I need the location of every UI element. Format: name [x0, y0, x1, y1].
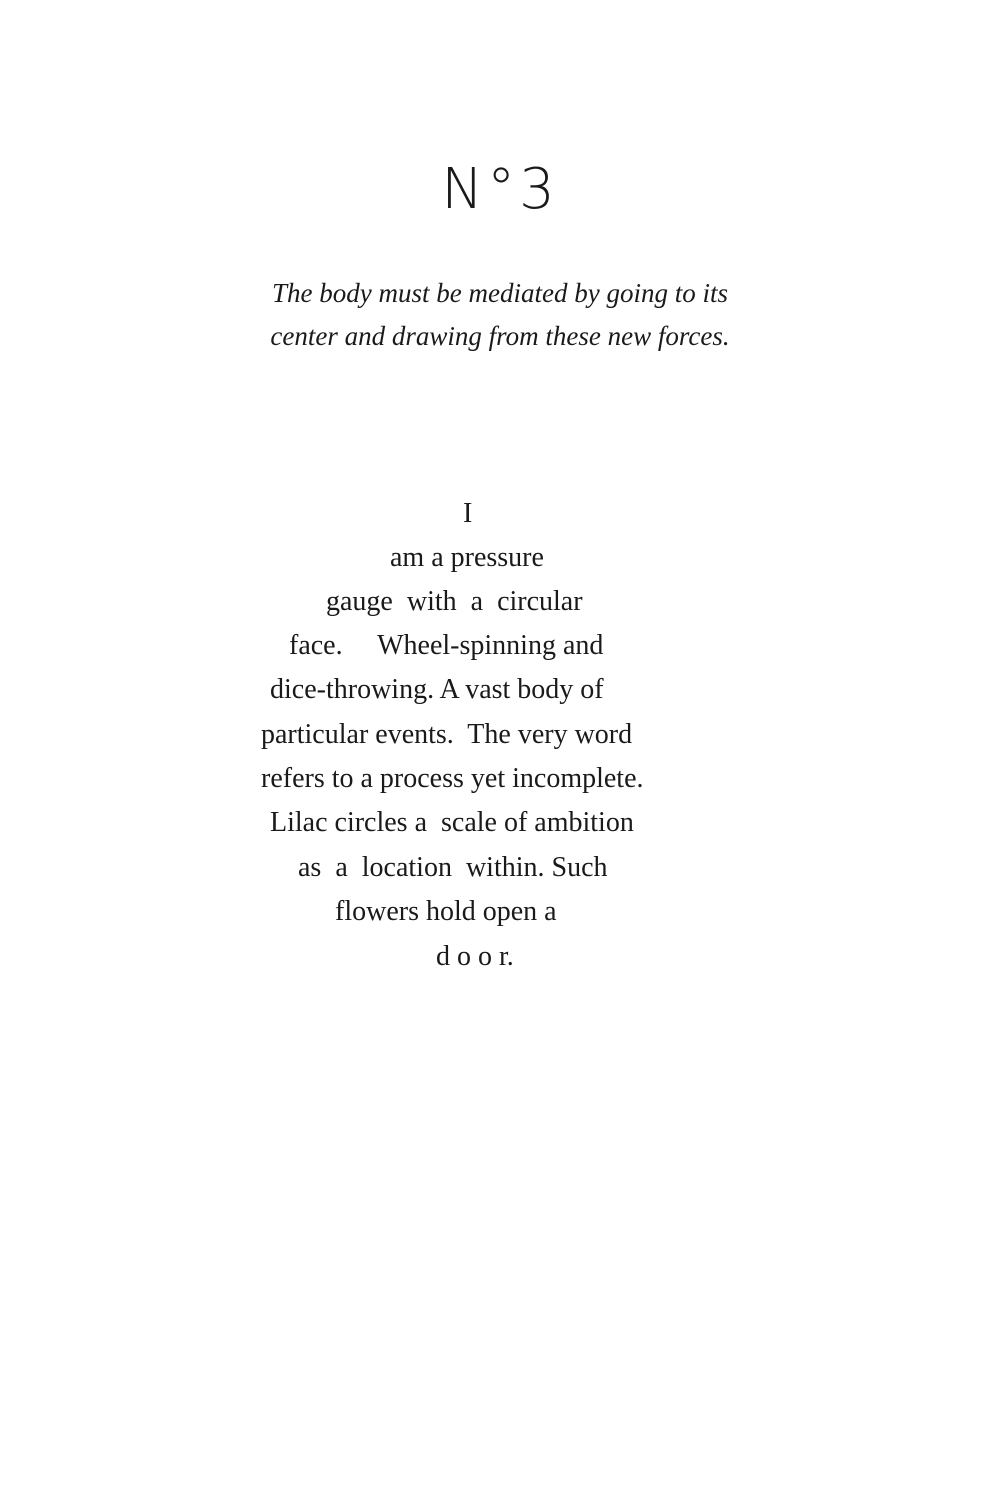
poem-line: I [463, 498, 473, 529]
poem-line: refers to a process yet incomplete. [261, 763, 644, 794]
epigraph-line: The body must be mediated by going to its [272, 278, 728, 308]
poem-line: as a location within. Such [298, 852, 608, 883]
poem-line: gauge with a circular [326, 586, 583, 617]
poem-line: face. Wheel-spinning and [289, 630, 604, 661]
poem-number-title: N°3 [441, 157, 559, 222]
poem-line: dice-throwing. A vast body of [270, 674, 604, 705]
poem-line: particular events. The very word [261, 719, 633, 750]
epigraph-line: center and drawing from these new forces. [270, 321, 730, 351]
poem-line: Lilac circles a scale of ambition [270, 807, 634, 838]
poem-line: flowers hold open a [335, 896, 557, 927]
poem-line: d o o r. [436, 941, 514, 972]
poem-line: am a pressure [390, 542, 544, 573]
